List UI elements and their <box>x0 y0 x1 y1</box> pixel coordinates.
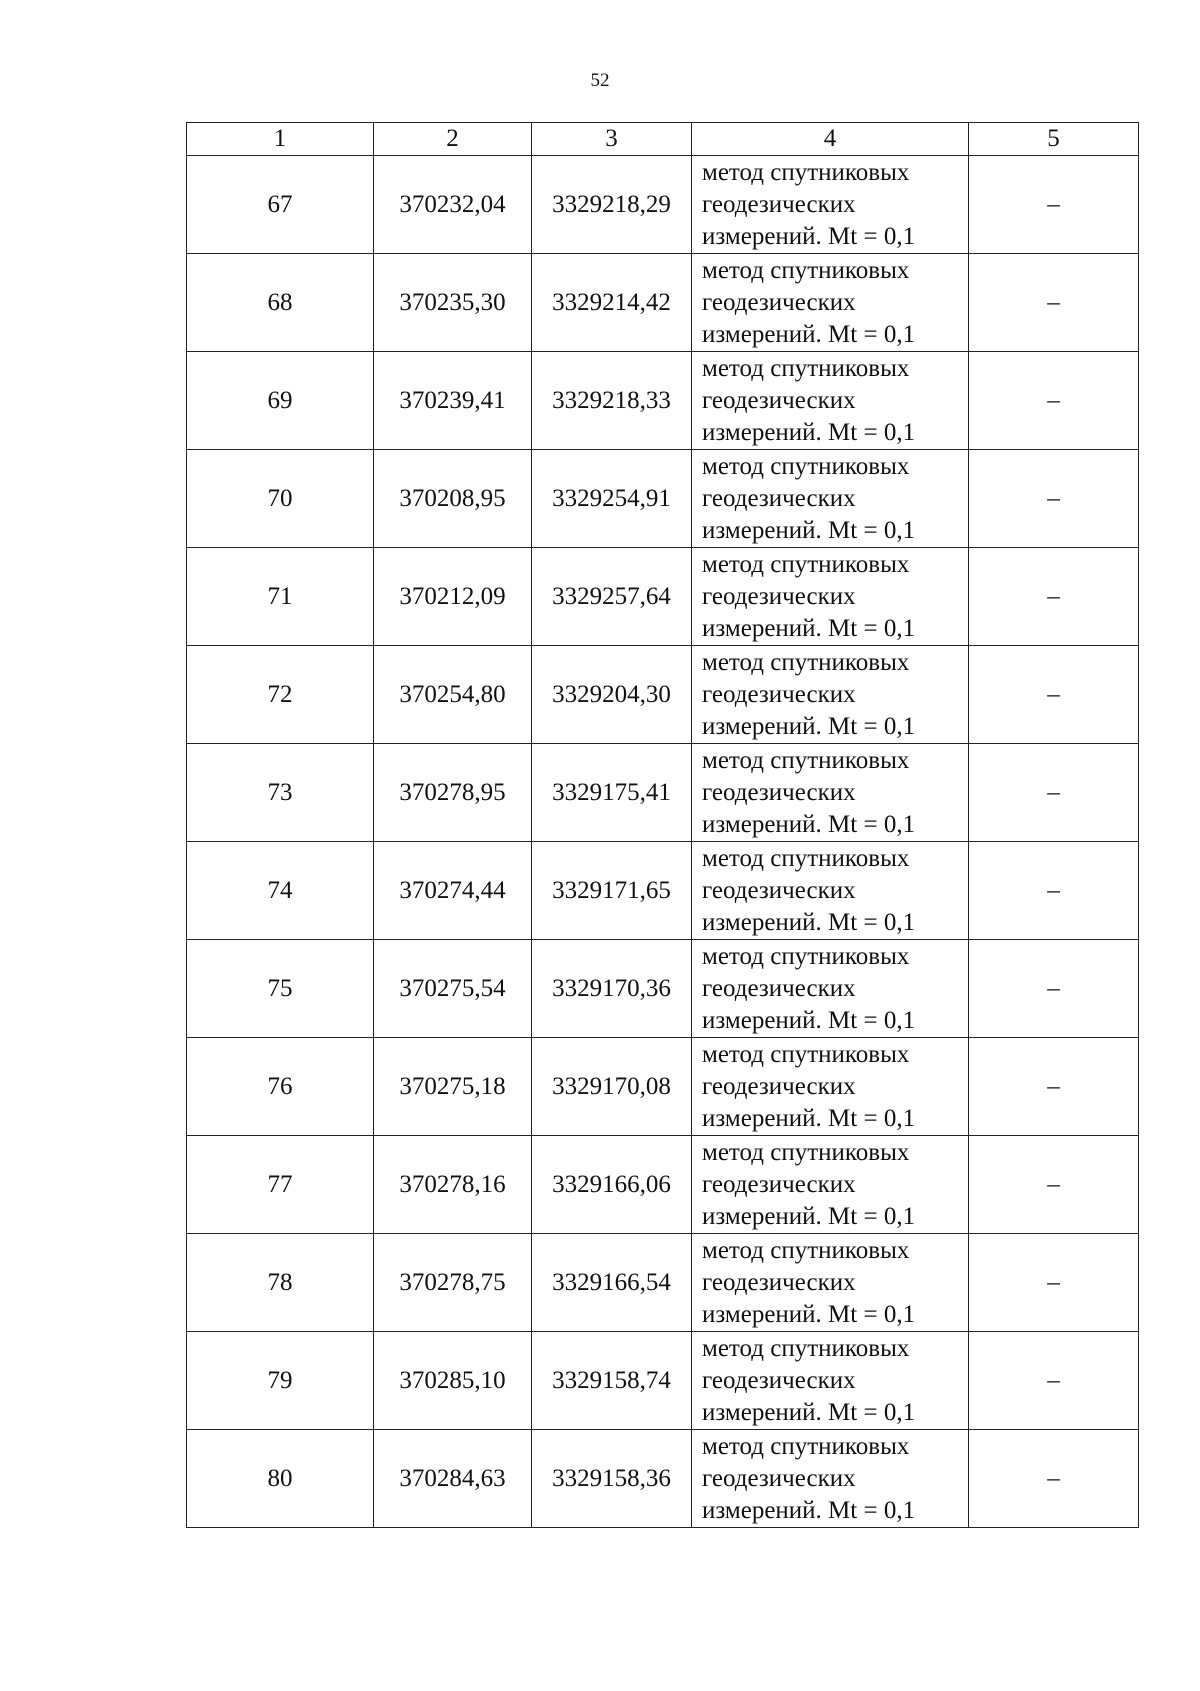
method-text-line: метод спутниковых <box>702 550 910 578</box>
table-row <box>187 1136 1139 1234</box>
x-coordinate-cell: 370275,18 <box>374 1038 532 1136</box>
method-cell <box>692 156 969 254</box>
table-body <box>187 156 1139 1528</box>
method-text-line: метод спутниковых <box>702 942 910 970</box>
point-number-cell: 71 <box>187 548 374 646</box>
method-cell <box>692 254 969 352</box>
table-row <box>187 1234 1139 1332</box>
method-text-line: измерений. Mt = 0,1 <box>702 712 916 740</box>
note-cell: – <box>969 1234 1139 1332</box>
page-number: 52 <box>590 70 610 91</box>
method-text-line: геодезических <box>702 876 856 904</box>
column-header-3: 3 <box>532 123 692 156</box>
method-cell <box>692 744 969 842</box>
method-text-line: метод спутниковых <box>702 1040 910 1068</box>
point-number-cell: 70 <box>187 450 374 548</box>
method-cell <box>692 352 969 450</box>
method-cell <box>692 940 969 1038</box>
method-text-line: геодезических <box>702 680 856 708</box>
method-text-line: измерений. Mt = 0,1 <box>702 1202 916 1230</box>
note-cell: – <box>969 842 1139 940</box>
note-cell: – <box>969 744 1139 842</box>
y-coordinate-cell: 3329158,36 <box>532 1430 692 1528</box>
note-cell: – <box>969 646 1139 744</box>
point-number-cell: 72 <box>187 646 374 744</box>
method-text-line: измерений. Mt = 0,1 <box>702 1398 916 1426</box>
method-text-line: геодезических <box>702 1268 856 1296</box>
table-row <box>187 842 1139 940</box>
method-text-line: метод спутниковых <box>702 844 910 872</box>
x-coordinate-cell: 370278,95 <box>374 744 532 842</box>
column-header-1: 1 <box>187 123 374 156</box>
table-row <box>187 450 1139 548</box>
method-text-line: измерений. Mt = 0,1 <box>702 418 916 446</box>
method-text-line: измерений. Mt = 0,1 <box>702 516 916 544</box>
y-coordinate-cell: 3329175,41 <box>532 744 692 842</box>
x-coordinate-cell: 370235,30 <box>374 254 532 352</box>
y-coordinate-cell: 3329170,36 <box>532 940 692 1038</box>
column-header-4: 4 <box>692 123 969 156</box>
method-cell <box>692 1332 969 1430</box>
method-text-line: измерений. Mt = 0,1 <box>702 908 916 936</box>
method-cell <box>692 1430 969 1528</box>
note-cell: – <box>969 254 1139 352</box>
method-text-line: геодезических <box>702 974 856 1002</box>
method-text-line: метод спутниковых <box>702 648 910 676</box>
x-coordinate-cell: 370278,75 <box>374 1234 532 1332</box>
method-cell <box>692 548 969 646</box>
method-text-line: измерений. Mt = 0,1 <box>702 1104 916 1132</box>
note-cell: – <box>969 156 1139 254</box>
point-number-cell: 75 <box>187 940 374 1038</box>
column-header-2: 2 <box>374 123 532 156</box>
x-coordinate-cell: 370284,63 <box>374 1430 532 1528</box>
x-coordinate-cell: 370212,09 <box>374 548 532 646</box>
y-coordinate-cell: 3329158,74 <box>532 1332 692 1430</box>
method-text-line: метод спутниковых <box>702 256 910 284</box>
table-row <box>187 940 1139 1038</box>
y-coordinate-cell: 3329166,06 <box>532 1136 692 1234</box>
point-number-cell: 76 <box>187 1038 374 1136</box>
x-coordinate-cell: 370232,04 <box>374 156 532 254</box>
method-cell <box>692 842 969 940</box>
note-cell: – <box>969 1332 1139 1430</box>
table-row <box>187 254 1139 352</box>
method-text-line: геодезических <box>702 484 856 512</box>
note-cell: – <box>969 548 1139 646</box>
method-text-line: измерений. Mt = 0,1 <box>702 222 916 250</box>
method-text-line: измерений. Mt = 0,1 <box>702 1496 916 1524</box>
method-text-line: измерений. Mt = 0,1 <box>702 1006 916 1034</box>
x-coordinate-cell: 370254,80 <box>374 646 532 744</box>
table-row <box>187 1038 1139 1136</box>
method-text-line: геодезических <box>702 386 856 414</box>
y-coordinate-cell: 3329218,29 <box>532 156 692 254</box>
note-cell: – <box>969 1430 1139 1528</box>
table-row <box>187 646 1139 744</box>
x-coordinate-cell: 370208,95 <box>374 450 532 548</box>
method-text-line: метод спутниковых <box>702 1236 910 1264</box>
point-number-cell: 73 <box>187 744 374 842</box>
point-number-cell: 79 <box>187 1332 374 1430</box>
y-coordinate-cell: 3329204,30 <box>532 646 692 744</box>
method-text-line: измерений. Mt = 0,1 <box>702 1300 916 1328</box>
point-number-cell: 78 <box>187 1234 374 1332</box>
method-text-line: геодезических <box>702 582 856 610</box>
table-row <box>187 1332 1139 1430</box>
point-number-cell: 69 <box>187 352 374 450</box>
method-text-line: геодезических <box>702 288 856 316</box>
table-row <box>187 744 1139 842</box>
table-row <box>187 352 1139 450</box>
method-text-line: геодезических <box>702 190 856 218</box>
method-text-line: измерений. Mt = 0,1 <box>702 810 916 838</box>
x-coordinate-cell: 370239,41 <box>374 352 532 450</box>
y-coordinate-cell: 3329166,54 <box>532 1234 692 1332</box>
method-text-line: метод спутниковых <box>702 1432 910 1460</box>
method-cell <box>692 1234 969 1332</box>
y-coordinate-cell: 3329214,42 <box>532 254 692 352</box>
method-text-line: геодезических <box>702 1170 856 1198</box>
method-text-line: измерений. Mt = 0,1 <box>702 614 916 642</box>
note-cell: – <box>969 1038 1139 1136</box>
table-row <box>187 1430 1139 1528</box>
note-cell: – <box>969 1136 1139 1234</box>
method-text-line: геодезических <box>702 778 856 806</box>
point-number-cell: 68 <box>187 254 374 352</box>
method-text-line: метод спутниковых <box>702 1138 910 1166</box>
point-number-cell: 80 <box>187 1430 374 1528</box>
x-coordinate-cell: 370274,44 <box>374 842 532 940</box>
point-number-cell: 77 <box>187 1136 374 1234</box>
table-row <box>187 156 1139 254</box>
x-coordinate-cell: 370275,54 <box>374 940 532 1038</box>
method-cell <box>692 450 969 548</box>
x-coordinate-cell: 370285,10 <box>374 1332 532 1430</box>
method-cell <box>692 646 969 744</box>
y-coordinate-cell: 3329254,91 <box>532 450 692 548</box>
method-text-line: геодезических <box>702 1366 856 1394</box>
point-number-cell: 74 <box>187 842 374 940</box>
coordinates-table <box>186 122 1139 1528</box>
method-text-line: метод спутниковых <box>702 158 910 186</box>
method-text-line: геодезических <box>702 1464 856 1492</box>
method-text-line: метод спутниковых <box>702 452 910 480</box>
column-header-5: 5 <box>969 123 1139 156</box>
y-coordinate-cell: 3329218,33 <box>532 352 692 450</box>
y-coordinate-cell: 3329171,65 <box>532 842 692 940</box>
method-text-line: метод спутниковых <box>702 746 910 774</box>
method-text-line: измерений. Mt = 0,1 <box>702 320 916 348</box>
x-coordinate-cell: 370278,16 <box>374 1136 532 1234</box>
table-header-row <box>187 123 1139 156</box>
note-cell: – <box>969 450 1139 548</box>
note-cell: – <box>969 352 1139 450</box>
table-row <box>187 548 1139 646</box>
method-cell <box>692 1038 969 1136</box>
method-text-line: геодезических <box>702 1072 856 1100</box>
method-cell <box>692 1136 969 1234</box>
point-number-cell: 67 <box>187 156 374 254</box>
note-cell: – <box>969 940 1139 1038</box>
method-text-line: метод спутниковых <box>702 354 910 382</box>
y-coordinate-cell: 3329257,64 <box>532 548 692 646</box>
method-text-line: метод спутниковых <box>702 1334 910 1362</box>
y-coordinate-cell: 3329170,08 <box>532 1038 692 1136</box>
